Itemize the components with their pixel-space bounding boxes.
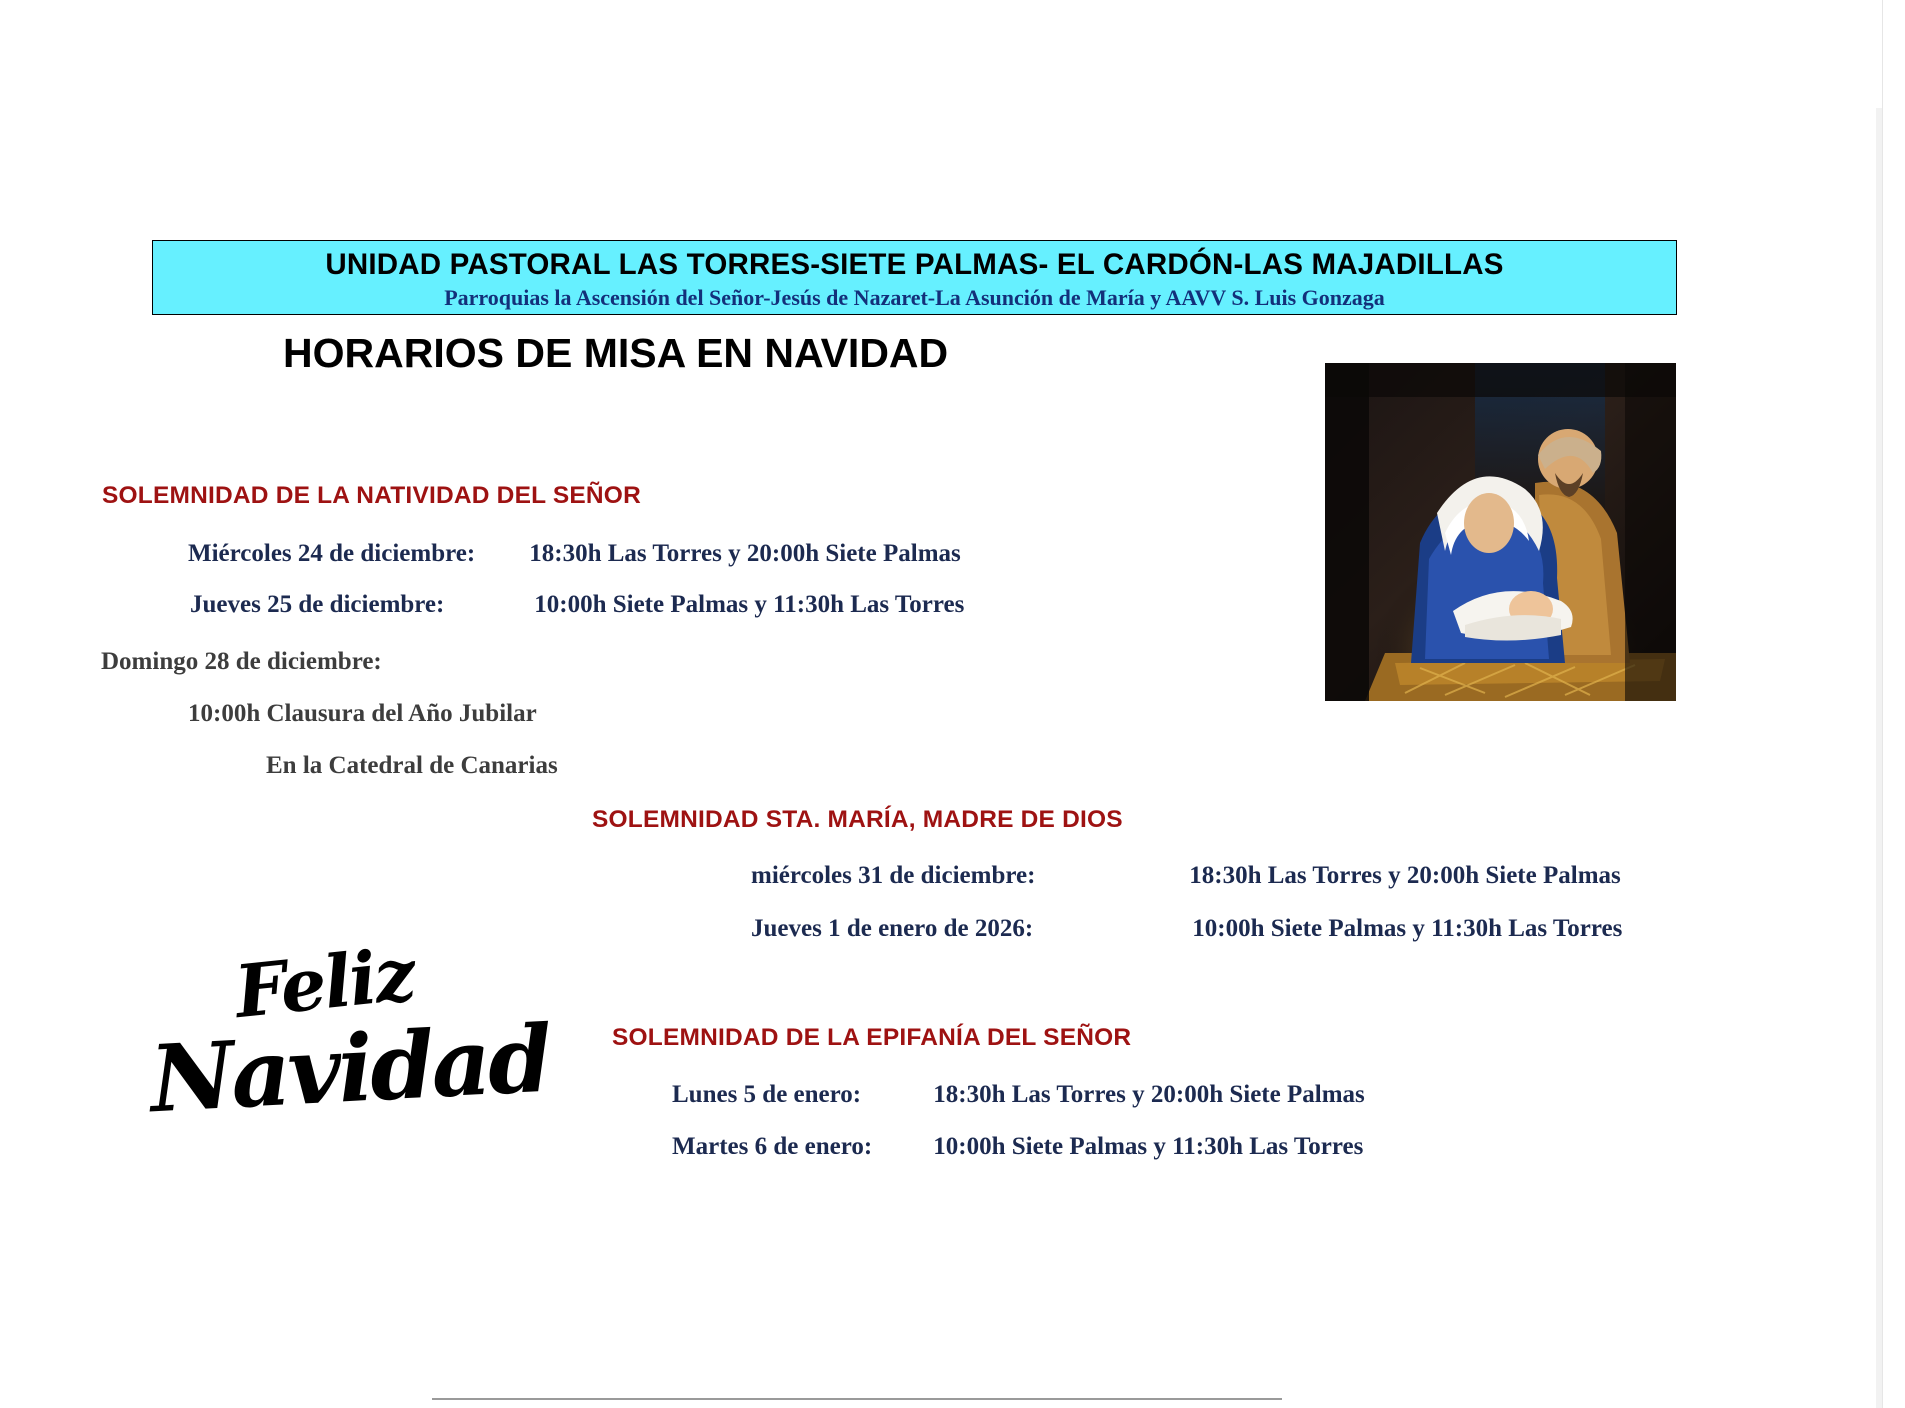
section-heading-santa-maria: SOLEMNIDAD STA. MARÍA, MADRE DE DIOS bbox=[592, 806, 1123, 833]
banner-subtitle: Parroquias la Ascensión del Señor-Jesús de Nazaret-La Asunción de María y AAVV S. Luis Gonzaga bbox=[444, 285, 1385, 310]
schedule-day: Jueves 1 de enero de 2026: bbox=[751, 915, 1034, 942]
schedule-row bbox=[266, 752, 558, 780]
schedule-day: Lunes 5 de enero: bbox=[672, 1081, 862, 1108]
section-heading-epifania: SOLEMNIDAD DE LA EPIFANÍA DEL SEÑOR bbox=[612, 1024, 1132, 1051]
greeting-line-2: Navidad bbox=[147, 1004, 552, 1134]
page-title: HORARIOS DE MISA EN NAVIDAD bbox=[283, 330, 949, 376]
schedule-row bbox=[672, 1133, 1363, 1161]
schedule-day: Martes 6 de enero: bbox=[672, 1133, 873, 1160]
schedule-day: Miércoles 24 de diciembre: bbox=[188, 540, 476, 567]
greeting-line-1: Feliz bbox=[231, 930, 418, 1035]
banner-title: UNIDAD PASTORAL LAS TORRES-SIETE PALMAS- EL CARDÓN-LAS MAJADILLAS bbox=[325, 248, 1504, 281]
schedule-times: 18:30h Las Torres y 20:00h Siete Palmas bbox=[933, 1081, 1365, 1108]
schedule-day: miércoles 31 de diciembre: bbox=[751, 862, 1036, 889]
schedule-day: Jueves 25 de diciembre: bbox=[190, 591, 445, 618]
schedule-note: 10:00h Clausura del Año Jubilar bbox=[188, 700, 537, 727]
schedule-row bbox=[188, 700, 537, 728]
schedule-times: 18:30h Las Torres y 20:00h Siete Palmas bbox=[529, 540, 961, 567]
section-heading-nativity: SOLEMNIDAD DE LA NATIVIDAD DEL SEÑOR bbox=[102, 482, 641, 509]
schedule-row bbox=[101, 648, 382, 676]
nativity-scene-image bbox=[1325, 363, 1676, 701]
header-banner bbox=[152, 240, 1677, 315]
schedule-times: 10:00h Siete Palmas y 11:30h Las Torres bbox=[1192, 915, 1623, 942]
schedule-times: 18:30h Las Torres y 20:00h Siete Palmas bbox=[1189, 862, 1621, 889]
schedule-day: Domingo 28 de diciembre: bbox=[101, 648, 382, 675]
page-divider bbox=[432, 1398, 1282, 1400]
schedule-times: 10:00h Siete Palmas y 11:30h Las Torres bbox=[534, 591, 965, 618]
schedule-row bbox=[751, 862, 1621, 890]
right-gutter bbox=[1882, 0, 1905, 1408]
schedule-row bbox=[672, 1081, 1365, 1109]
schedule-note: En la Catedral de Canarias bbox=[266, 752, 558, 779]
schedule-row bbox=[188, 540, 961, 568]
feliz-navidad-lettering bbox=[140, 930, 552, 1190]
schedule-row bbox=[190, 591, 964, 619]
schedule-row bbox=[751, 915, 1622, 943]
schedule-times: 10:00h Siete Palmas y 11:30h Las Torres bbox=[933, 1133, 1364, 1160]
